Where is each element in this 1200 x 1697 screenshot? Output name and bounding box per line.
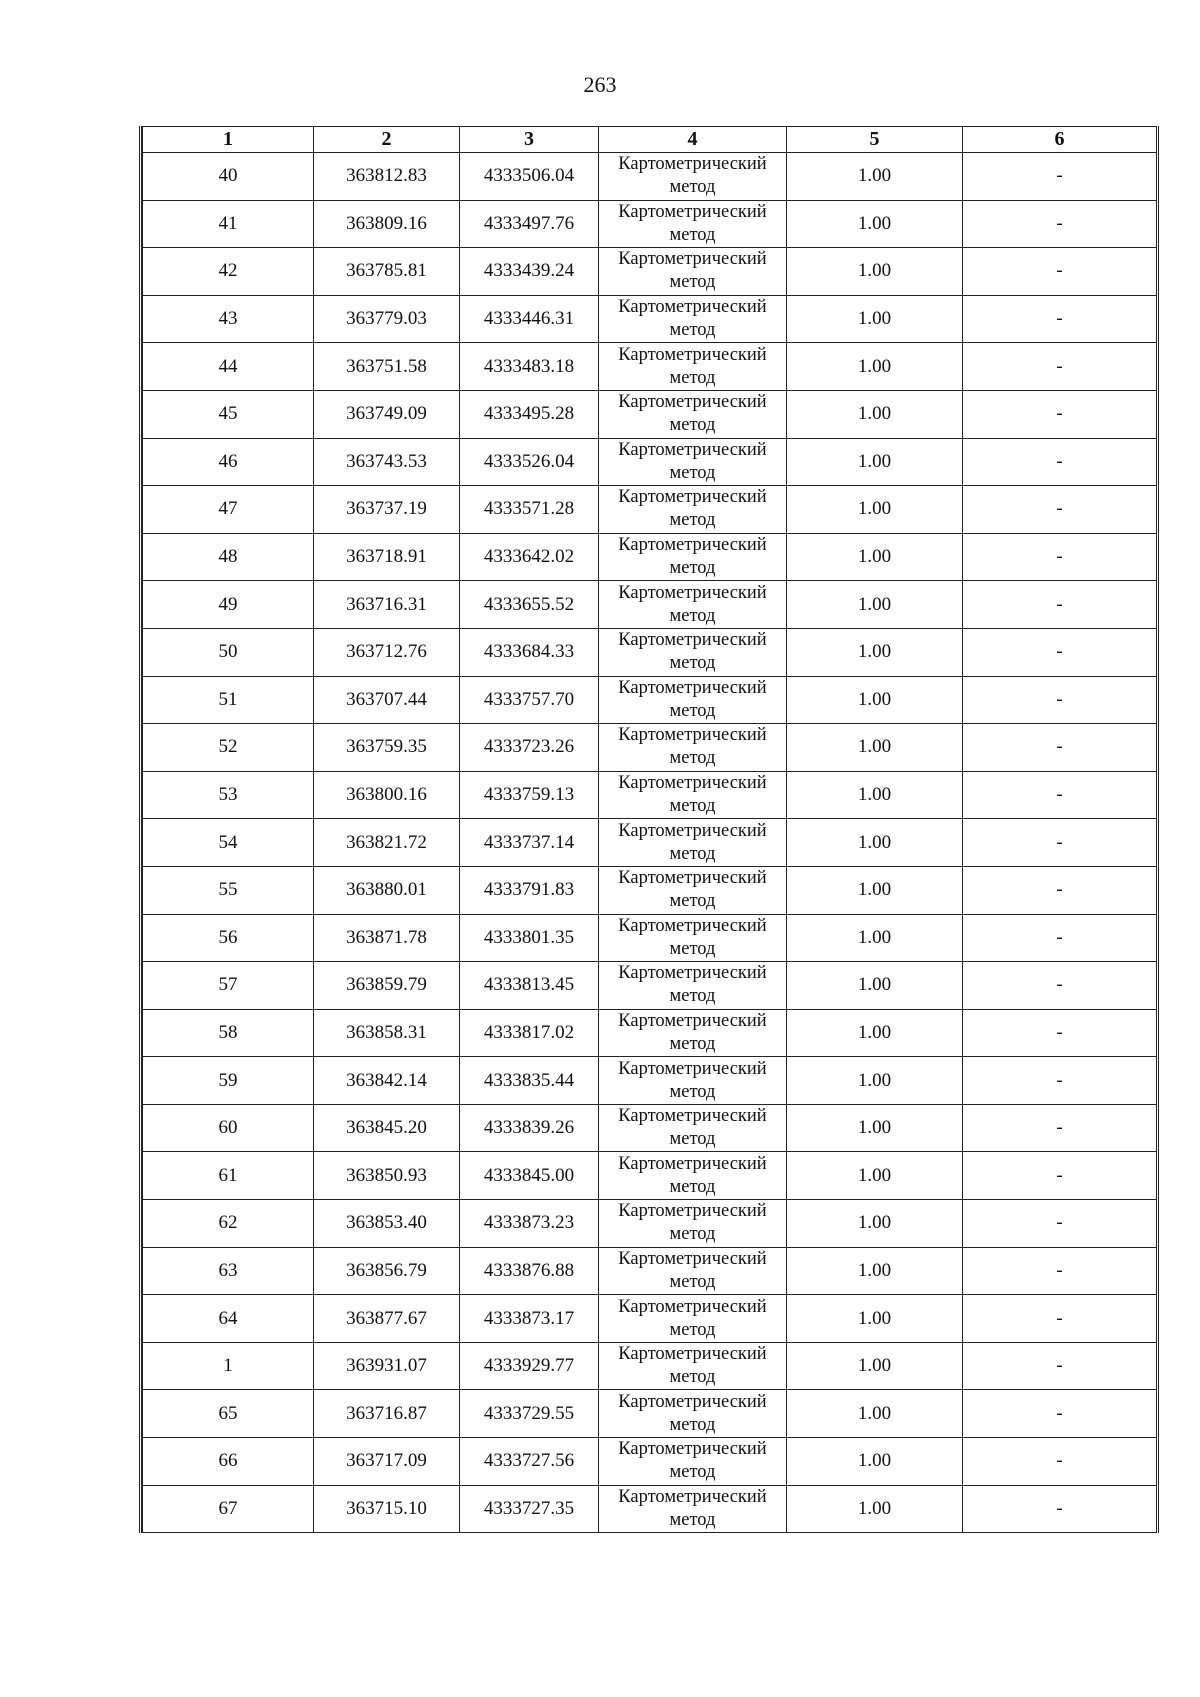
table-row xyxy=(143,676,1157,724)
header-col-6: 6 xyxy=(963,127,1157,153)
y-coordinate-cell: 4333737.14 xyxy=(460,819,599,867)
y-coordinate-cell: 4333757.70 xyxy=(460,676,599,724)
method-cell xyxy=(599,628,787,676)
table-header xyxy=(143,127,1157,153)
accuracy-cell: 1.00 xyxy=(787,438,963,486)
table-row xyxy=(143,819,1157,867)
accuracy-cell: 1.00 xyxy=(787,771,963,819)
x-coordinate-cell: 363880.01 xyxy=(314,866,460,914)
description-cell: - xyxy=(963,438,1157,486)
x-coordinate-cell: 363707.44 xyxy=(314,676,460,724)
y-coordinate-cell: 4333801.35 xyxy=(460,914,599,962)
method-cell xyxy=(599,1200,787,1248)
method-line-1: Картометрический xyxy=(618,582,767,603)
table-row xyxy=(143,295,1157,343)
point-number-cell: 50 xyxy=(143,628,314,676)
description-cell: - xyxy=(963,200,1157,248)
description-cell: - xyxy=(963,486,1157,534)
x-coordinate-cell: 363716.87 xyxy=(314,1390,460,1438)
table-row xyxy=(143,200,1157,248)
method-line-2: метод xyxy=(669,843,716,864)
point-number-cell: 62 xyxy=(143,1200,314,1248)
coordinates-table-container xyxy=(139,126,1159,1533)
x-coordinate-cell: 363858.31 xyxy=(314,1009,460,1057)
method-line-1: Картометрический xyxy=(618,630,767,651)
x-coordinate-cell: 363759.35 xyxy=(314,724,460,772)
table-row xyxy=(143,581,1157,629)
header-row xyxy=(143,127,1157,153)
method-line-1: Картометрический xyxy=(618,1010,767,1031)
y-coordinate-cell: 4333439.24 xyxy=(460,248,599,296)
method-line-1: Картометрический xyxy=(618,963,767,984)
method-cell xyxy=(599,581,787,629)
method-line-2: метод xyxy=(669,748,716,769)
method-line-2: метод xyxy=(669,1319,716,1340)
header-col-4: 4 xyxy=(599,127,787,153)
method-line-1: Картометрический xyxy=(618,535,767,556)
description-cell: - xyxy=(963,1009,1157,1057)
table-row xyxy=(143,390,1157,438)
table-row xyxy=(143,866,1157,914)
table-body xyxy=(143,153,1157,1533)
point-number-cell: 65 xyxy=(143,1390,314,1438)
accuracy-cell: 1.00 xyxy=(787,724,963,772)
table-row xyxy=(143,343,1157,391)
table-row xyxy=(143,914,1157,962)
x-coordinate-cell: 363743.53 xyxy=(314,438,460,486)
x-coordinate-cell: 363850.93 xyxy=(314,1152,460,1200)
accuracy-cell: 1.00 xyxy=(787,1057,963,1105)
method-line-2: метод xyxy=(669,1509,716,1530)
header-col-3: 3 xyxy=(460,127,599,153)
method-line-1: Картометрический xyxy=(618,677,767,698)
x-coordinate-cell: 363716.31 xyxy=(314,581,460,629)
header-col-5: 5 xyxy=(787,127,963,153)
accuracy-cell: 1.00 xyxy=(787,581,963,629)
accuracy-cell: 1.00 xyxy=(787,1390,963,1438)
table-row xyxy=(143,962,1157,1010)
description-cell: - xyxy=(963,1104,1157,1152)
x-coordinate-cell: 363737.19 xyxy=(314,486,460,534)
x-coordinate-cell: 363853.40 xyxy=(314,1200,460,1248)
point-number-cell: 55 xyxy=(143,866,314,914)
method-line-1: Картометрический xyxy=(618,344,767,365)
description-cell: - xyxy=(963,771,1157,819)
method-cell xyxy=(599,819,787,867)
accuracy-cell: 1.00 xyxy=(787,866,963,914)
method-line-1: Картометрический xyxy=(618,297,767,318)
description-cell: - xyxy=(963,1438,1157,1486)
method-cell xyxy=(599,1342,787,1390)
method-line-2: метод xyxy=(669,1176,716,1197)
method-line-2: метод xyxy=(669,891,716,912)
method-cell xyxy=(599,390,787,438)
description-cell: - xyxy=(963,676,1157,724)
point-number-cell: 46 xyxy=(143,438,314,486)
description-cell: - xyxy=(963,533,1157,581)
method-line-2: метод xyxy=(669,415,716,436)
method-line-2: метод xyxy=(669,796,716,817)
point-number-cell: 60 xyxy=(143,1104,314,1152)
x-coordinate-cell: 363800.16 xyxy=(314,771,460,819)
point-number-cell: 57 xyxy=(143,962,314,1010)
table-row xyxy=(143,1390,1157,1438)
method-line-1: Картометрический xyxy=(618,1153,767,1174)
accuracy-cell: 1.00 xyxy=(787,1295,963,1343)
y-coordinate-cell: 4333873.23 xyxy=(460,1200,599,1248)
table-row xyxy=(143,1438,1157,1486)
method-line-2: метод xyxy=(669,224,716,245)
description-cell: - xyxy=(963,295,1157,343)
accuracy-cell: 1.00 xyxy=(787,819,963,867)
y-coordinate-cell: 4333684.33 xyxy=(460,628,599,676)
table-row xyxy=(143,1057,1157,1105)
description-cell: - xyxy=(963,962,1157,1010)
point-number-cell: 48 xyxy=(143,533,314,581)
method-line-2: метод xyxy=(669,605,716,626)
description-cell: - xyxy=(963,1152,1157,1200)
x-coordinate-cell: 363842.14 xyxy=(314,1057,460,1105)
method-cell xyxy=(599,866,787,914)
method-cell xyxy=(599,1247,787,1295)
method-line-2: метод xyxy=(669,938,716,959)
method-line-1: Картометрический xyxy=(618,249,767,270)
method-line-1: Картометрический xyxy=(618,1106,767,1127)
y-coordinate-cell: 4333835.44 xyxy=(460,1057,599,1105)
accuracy-cell: 1.00 xyxy=(787,390,963,438)
x-coordinate-cell: 363785.81 xyxy=(314,248,460,296)
method-line-2: метод xyxy=(669,462,716,483)
method-line-2: метод xyxy=(669,1081,716,1102)
x-coordinate-cell: 363715.10 xyxy=(314,1485,460,1533)
y-coordinate-cell: 4333876.88 xyxy=(460,1247,599,1295)
method-line-1: Картометрический xyxy=(618,1201,767,1222)
table-row xyxy=(143,153,1157,201)
method-line-1: Картометрический xyxy=(618,1296,767,1317)
description-cell: - xyxy=(963,248,1157,296)
point-number-cell: 54 xyxy=(143,819,314,867)
y-coordinate-cell: 4333571.28 xyxy=(460,486,599,534)
method-cell xyxy=(599,1390,787,1438)
table-row xyxy=(143,771,1157,819)
accuracy-cell: 1.00 xyxy=(787,1247,963,1295)
accuracy-cell: 1.00 xyxy=(787,486,963,534)
table-row xyxy=(143,724,1157,772)
table-row xyxy=(143,248,1157,296)
x-coordinate-cell: 363877.67 xyxy=(314,1295,460,1343)
accuracy-cell: 1.00 xyxy=(787,153,963,201)
method-cell xyxy=(599,343,787,391)
table-row xyxy=(143,1009,1157,1057)
method-line-2: метод xyxy=(669,653,716,674)
table-row xyxy=(143,1295,1157,1343)
method-line-2: метод xyxy=(669,367,716,388)
method-line-2: метод xyxy=(669,272,716,293)
accuracy-cell: 1.00 xyxy=(787,914,963,962)
x-coordinate-cell: 363812.83 xyxy=(314,153,460,201)
accuracy-cell: 1.00 xyxy=(787,343,963,391)
method-cell xyxy=(599,1485,787,1533)
method-cell xyxy=(599,1009,787,1057)
accuracy-cell: 1.00 xyxy=(787,628,963,676)
method-cell xyxy=(599,1152,787,1200)
accuracy-cell: 1.00 xyxy=(787,533,963,581)
y-coordinate-cell: 4333813.45 xyxy=(460,962,599,1010)
method-line-1: Картометрический xyxy=(618,1439,767,1460)
y-coordinate-cell: 4333506.04 xyxy=(460,153,599,201)
x-coordinate-cell: 363856.79 xyxy=(314,1247,460,1295)
table-row xyxy=(143,486,1157,534)
x-coordinate-cell: 363821.72 xyxy=(314,819,460,867)
y-coordinate-cell: 4333526.04 xyxy=(460,438,599,486)
method-line-2: метод xyxy=(669,1033,716,1054)
point-number-cell: 64 xyxy=(143,1295,314,1343)
method-cell xyxy=(599,1104,787,1152)
method-line-2: метод xyxy=(669,1414,716,1435)
method-line-2: метод xyxy=(669,1367,716,1388)
method-cell xyxy=(599,200,787,248)
y-coordinate-cell: 4333446.31 xyxy=(460,295,599,343)
x-coordinate-cell: 363712.76 xyxy=(314,628,460,676)
point-number-cell: 52 xyxy=(143,724,314,772)
description-cell: - xyxy=(963,343,1157,391)
table-row xyxy=(143,533,1157,581)
method-line-1: Картометрический xyxy=(618,392,767,413)
point-number-cell: 53 xyxy=(143,771,314,819)
y-coordinate-cell: 4333729.55 xyxy=(460,1390,599,1438)
method-cell xyxy=(599,1438,787,1486)
description-cell: - xyxy=(963,1295,1157,1343)
method-line-1: Картометрический xyxy=(618,201,767,222)
accuracy-cell: 1.00 xyxy=(787,248,963,296)
accuracy-cell: 1.00 xyxy=(787,1104,963,1152)
coordinates-table xyxy=(142,126,1157,1533)
method-cell xyxy=(599,1295,787,1343)
y-coordinate-cell: 4333845.00 xyxy=(460,1152,599,1200)
method-line-1: Картометрический xyxy=(618,1344,767,1365)
y-coordinate-cell: 4333483.18 xyxy=(460,343,599,391)
method-cell xyxy=(599,533,787,581)
y-coordinate-cell: 4333817.02 xyxy=(460,1009,599,1057)
y-coordinate-cell: 4333723.26 xyxy=(460,724,599,772)
method-line-1: Картометрический xyxy=(618,1391,767,1412)
method-line-1: Картометрический xyxy=(618,1248,767,1269)
description-cell: - xyxy=(963,866,1157,914)
y-coordinate-cell: 4333929.77 xyxy=(460,1342,599,1390)
x-coordinate-cell: 363779.03 xyxy=(314,295,460,343)
method-cell xyxy=(599,438,787,486)
y-coordinate-cell: 4333727.35 xyxy=(460,1485,599,1533)
method-line-2: метод xyxy=(669,700,716,721)
method-cell xyxy=(599,153,787,201)
method-line-2: метод xyxy=(669,558,716,579)
method-line-2: метод xyxy=(669,986,716,1007)
method-line-1: Картометрический xyxy=(618,868,767,889)
point-number-cell: 1 xyxy=(143,1342,314,1390)
y-coordinate-cell: 4333839.26 xyxy=(460,1104,599,1152)
x-coordinate-cell: 363859.79 xyxy=(314,962,460,1010)
x-coordinate-cell: 363871.78 xyxy=(314,914,460,962)
x-coordinate-cell: 363809.16 xyxy=(314,200,460,248)
point-number-cell: 44 xyxy=(143,343,314,391)
method-line-2: метод xyxy=(669,1462,716,1483)
description-cell: - xyxy=(963,581,1157,629)
accuracy-cell: 1.00 xyxy=(787,295,963,343)
method-line-1: Картометрический xyxy=(618,773,767,794)
table-row xyxy=(143,1200,1157,1248)
method-line-1: Картометрический xyxy=(618,1058,767,1079)
point-number-cell: 47 xyxy=(143,486,314,534)
table-row xyxy=(143,1485,1157,1533)
point-number-cell: 59 xyxy=(143,1057,314,1105)
method-line-2: метод xyxy=(669,510,716,531)
description-cell: - xyxy=(963,1390,1157,1438)
method-cell xyxy=(599,914,787,962)
description-cell: - xyxy=(963,1200,1157,1248)
y-coordinate-cell: 4333497.76 xyxy=(460,200,599,248)
accuracy-cell: 1.00 xyxy=(787,1009,963,1057)
y-coordinate-cell: 4333655.52 xyxy=(460,581,599,629)
description-cell: - xyxy=(963,914,1157,962)
method-cell xyxy=(599,676,787,724)
method-cell xyxy=(599,295,787,343)
x-coordinate-cell: 363931.07 xyxy=(314,1342,460,1390)
x-coordinate-cell: 363749.09 xyxy=(314,390,460,438)
point-number-cell: 40 xyxy=(143,153,314,201)
point-number-cell: 56 xyxy=(143,914,314,962)
method-line-1: Картометрический xyxy=(618,915,767,936)
y-coordinate-cell: 4333759.13 xyxy=(460,771,599,819)
y-coordinate-cell: 4333495.28 xyxy=(460,390,599,438)
x-coordinate-cell: 363717.09 xyxy=(314,1438,460,1486)
description-cell: - xyxy=(963,819,1157,867)
method-line-2: метод xyxy=(669,1129,716,1150)
method-cell xyxy=(599,962,787,1010)
y-coordinate-cell: 4333873.17 xyxy=(460,1295,599,1343)
description-cell: - xyxy=(963,1057,1157,1105)
method-line-2: метод xyxy=(669,1271,716,1292)
accuracy-cell: 1.00 xyxy=(787,1200,963,1248)
accuracy-cell: 1.00 xyxy=(787,200,963,248)
method-cell xyxy=(599,1057,787,1105)
x-coordinate-cell: 363751.58 xyxy=(314,343,460,391)
point-number-cell: 49 xyxy=(143,581,314,629)
description-cell: - xyxy=(963,1485,1157,1533)
table-row xyxy=(143,438,1157,486)
accuracy-cell: 1.00 xyxy=(787,1438,963,1486)
header-col-2: 2 xyxy=(314,127,460,153)
accuracy-cell: 1.00 xyxy=(787,1342,963,1390)
method-line-2: метод xyxy=(669,320,716,341)
accuracy-cell: 1.00 xyxy=(787,1485,963,1533)
method-cell xyxy=(599,771,787,819)
description-cell: - xyxy=(963,153,1157,201)
method-cell xyxy=(599,486,787,534)
method-line-1: Картометрический xyxy=(618,1486,767,1507)
point-number-cell: 63 xyxy=(143,1247,314,1295)
point-number-cell: 42 xyxy=(143,248,314,296)
y-coordinate-cell: 4333727.56 xyxy=(460,1438,599,1486)
point-number-cell: 58 xyxy=(143,1009,314,1057)
x-coordinate-cell: 363718.91 xyxy=(314,533,460,581)
point-number-cell: 43 xyxy=(143,295,314,343)
table-row xyxy=(143,1152,1157,1200)
point-number-cell: 67 xyxy=(143,1485,314,1533)
point-number-cell: 51 xyxy=(143,676,314,724)
description-cell: - xyxy=(963,1342,1157,1390)
point-number-cell: 61 xyxy=(143,1152,314,1200)
table-row xyxy=(143,1247,1157,1295)
method-line-1: Картометрический xyxy=(618,439,767,460)
y-coordinate-cell: 4333791.83 xyxy=(460,866,599,914)
accuracy-cell: 1.00 xyxy=(787,962,963,1010)
accuracy-cell: 1.00 xyxy=(787,1152,963,1200)
accuracy-cell: 1.00 xyxy=(787,676,963,724)
method-line-1: Картометрический xyxy=(618,487,767,508)
description-cell: - xyxy=(963,628,1157,676)
method-line-1: Картометрический xyxy=(618,154,767,175)
description-cell: - xyxy=(963,1247,1157,1295)
method-cell xyxy=(599,248,787,296)
description-cell: - xyxy=(963,724,1157,772)
table-row xyxy=(143,1104,1157,1152)
point-number-cell: 45 xyxy=(143,390,314,438)
point-number-cell: 41 xyxy=(143,200,314,248)
table-row xyxy=(143,1342,1157,1390)
method-cell xyxy=(599,724,787,772)
y-coordinate-cell: 4333642.02 xyxy=(460,533,599,581)
header-col-1: 1 xyxy=(143,127,314,153)
description-cell: - xyxy=(963,390,1157,438)
x-coordinate-cell: 363845.20 xyxy=(314,1104,460,1152)
method-line-2: метод xyxy=(669,177,716,198)
method-line-2: метод xyxy=(669,1224,716,1245)
table-row xyxy=(143,628,1157,676)
method-line-1: Картометрический xyxy=(618,820,767,841)
method-line-1: Картометрический xyxy=(618,725,767,746)
page-number: 263 xyxy=(583,72,617,97)
point-number-cell: 66 xyxy=(143,1438,314,1486)
